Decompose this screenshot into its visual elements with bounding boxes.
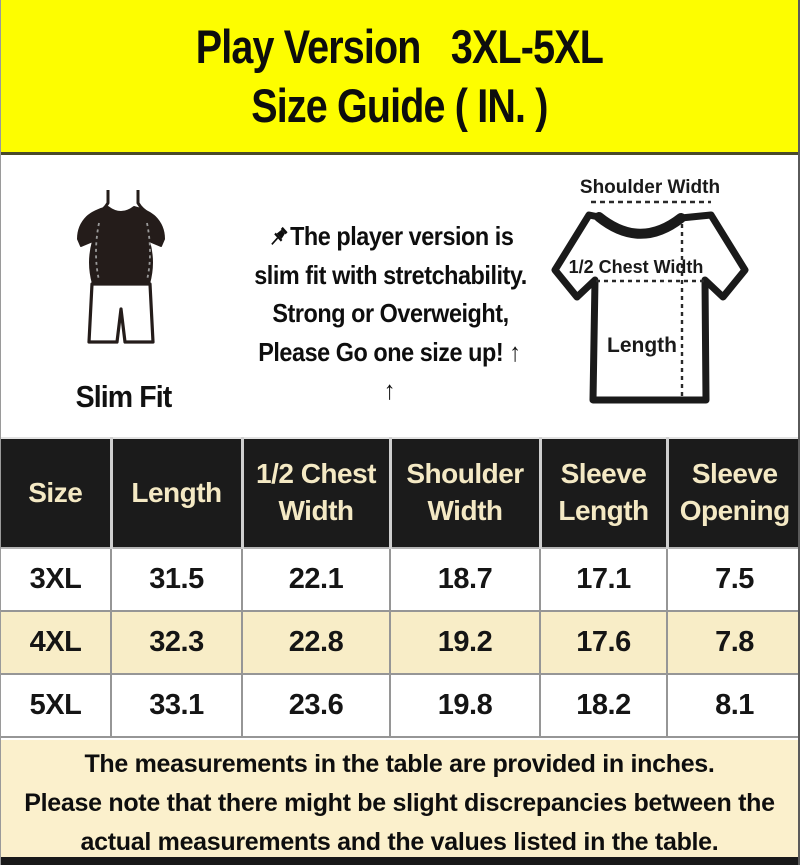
cell-half-chest: 23.6 <box>242 674 390 737</box>
cell-shoulder: 18.7 <box>390 548 540 611</box>
length-label: Length <box>607 334 677 357</box>
note-line-3: Strong or Overweight, <box>272 298 509 328</box>
cell-half-chest: 22.8 <box>242 611 390 674</box>
header-half-chest-width: 1/2 Chest Width <box>242 438 390 548</box>
banner-title-line1: Play Version 3XL-5XL <box>195 19 604 73</box>
cell-length: 31.5 <box>111 548 242 611</box>
note-line-1-text: The player version is <box>290 221 514 251</box>
footer-line-1: The measurements in the table are provided in inches. <box>84 750 715 778</box>
cell-sleeve-length: 17.6 <box>540 611 667 674</box>
footer-line-3: actual measurements and the values listed in the table. <box>80 828 719 856</box>
footer-line-2: Please note that there might be slight discrepancies between the <box>24 789 775 817</box>
cell-length: 32.3 <box>111 611 242 674</box>
cell-sleeve-opening: 8.1 <box>667 674 800 737</box>
tshirt-measurement-diagram <box>541 170 800 432</box>
cell-size: 3XL <box>1 548 111 611</box>
header-size: Size <box>1 438 111 548</box>
table-row-4xl <box>1 611 800 674</box>
shoulder-width-label: Shoulder Width <box>579 177 721 198</box>
note-line-4 <box>249 333 533 410</box>
cell-shoulder: 19.2 <box>390 611 540 674</box>
header-sleeve-length: Sleeve Length <box>540 438 667 548</box>
cell-length: 33.1 <box>111 674 242 737</box>
cell-size: 5XL <box>1 674 111 737</box>
fit-note <box>249 217 533 410</box>
note-line-1 <box>249 217 533 256</box>
cell-shoulder: 19.8 <box>390 674 540 737</box>
banner-title-line2: Size Guide ( IN. ) <box>251 79 548 132</box>
note-line-2: slim fit with stretchability. <box>254 259 527 290</box>
slim-fit-label: Slim Fit <box>75 379 172 414</box>
cell-sleeve-opening: 7.5 <box>667 548 800 611</box>
size-table <box>1 437 800 738</box>
bottom-bar <box>1 857 798 865</box>
cell-size: 4XL <box>1 611 111 674</box>
header-shoulder-width: Shoulder Width <box>390 438 540 548</box>
cell-sleeve-length: 18.2 <box>540 674 667 737</box>
table-row-5xl <box>1 674 800 737</box>
title-banner <box>1 0 798 155</box>
up-arrows-icon: ↑ ↑ <box>383 336 523 405</box>
footer-note <box>1 740 798 857</box>
header-sleeve-opening: Sleeve Opening <box>667 438 800 548</box>
pushpin-icon <box>268 225 290 249</box>
half-chest-width-label: 1/2 Chest Width <box>568 257 704 277</box>
table-header-row <box>1 438 800 548</box>
cell-sleeve-opening: 7.8 <box>667 611 800 674</box>
cell-sleeve-length: 17.1 <box>540 548 667 611</box>
cell-half-chest: 22.1 <box>242 548 390 611</box>
header-length: Length <box>111 438 242 548</box>
note-line-4-text: Please Go one size up! <box>258 336 504 367</box>
table-row-3xl <box>1 548 800 611</box>
slim-fit-figure-icon <box>63 183 183 355</box>
